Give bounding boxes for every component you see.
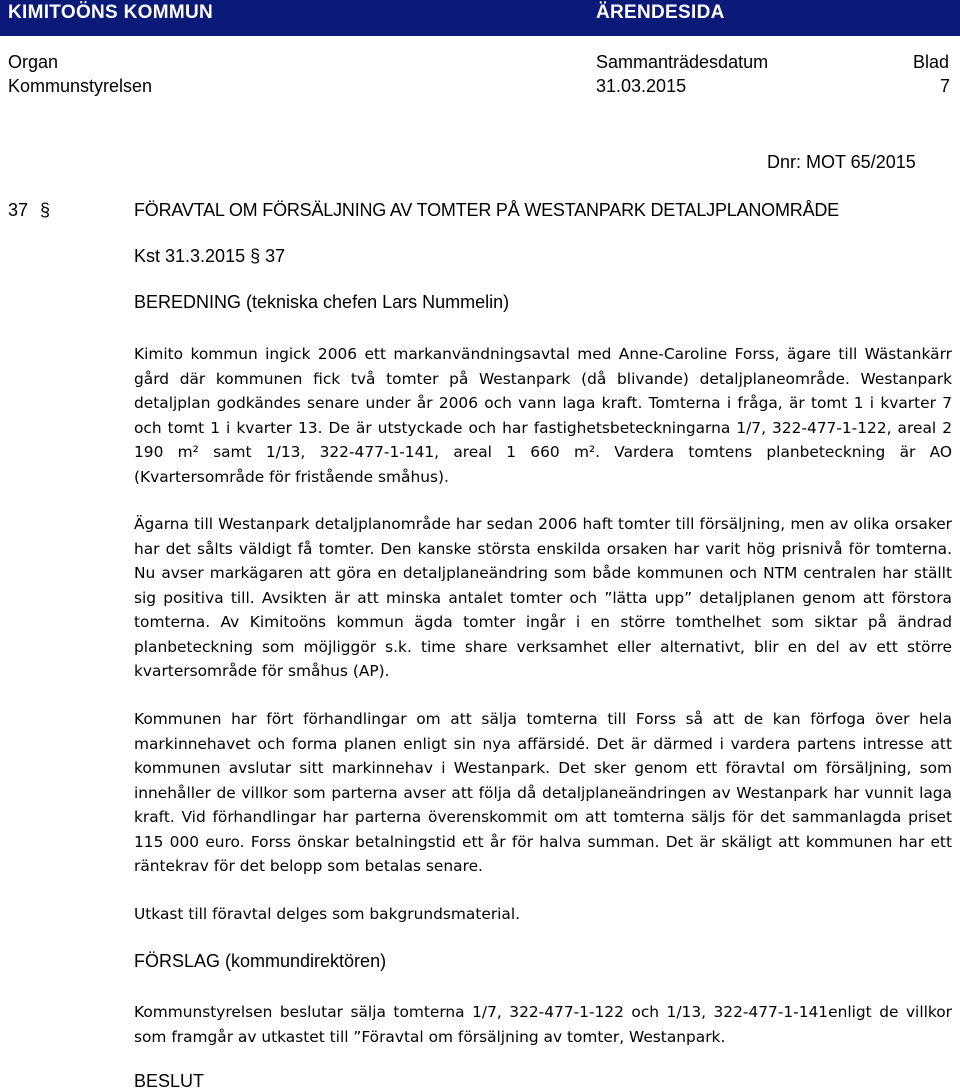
page-label: Blad bbox=[913, 52, 950, 72]
organ-value: Kommunstyrelsen bbox=[8, 76, 153, 96]
paragraph-sales-situation: Ägarna till Westanpark detaljplanområde har sedan 2006 haft tomter till försäljning, men av olika orsaker har det sålts väldigt få tomter. Den kanske största enskilda orsaken har varit hög prisnivå för tomterna. Nu avser markägaren att göra en detaljplaneändring som både kommunen och NTM centralen har ställt sig positiva till. Avsikten är att minska antalet tomter och ”lätta upp” detaljplanen genom att förstora tomterna. Av Kimitoöns kommun ägda tomter ingår i en större tomthelhet som siktar på ändrad planbeteckning som möjliggör s.k. time share verksamhet eller alternativt, blir en del av ett större kvartersområde för småhus (AP). bbox=[134, 515, 952, 680]
case-title: FÖRAVTAL OM FÖRSÄLJNING AV TOMTER PÅ WESTANPARK DETALJPLANOMRÅDE bbox=[134, 200, 839, 220]
case-reference bbox=[134, 246, 285, 267]
reference-number: 37 bbox=[265, 246, 286, 266]
paragraph-draft-attachment: Utkast till föravtal delges som bakgrundsmaterial. bbox=[134, 905, 521, 923]
document-header-bar bbox=[0, 0, 960, 36]
section-sign: § bbox=[40, 200, 51, 220]
date-value: 31.03.2015 bbox=[596, 76, 687, 96]
reference-section-sign: § bbox=[250, 246, 261, 266]
document-type: ÄRENDESIDA bbox=[596, 2, 725, 23]
decision-heading: BESLUT bbox=[134, 1071, 205, 1091]
paragraph-background: Kimito kommun ingick 2006 ett markanvändningsavtal med Anne-Caroline Forss, ägare till Wästankärr gård där kommunen fick två tomter på Westanpark (då blivande) detaljplaneområde. Westanpark detaljplan godkändes senare under år 2006 och vann laga kraft. Tomterna i fråga, är tomt 1 i kvarter 7 och tomt 1 i kvarter 13. De är utstyckade och har fastighetsbeteckningarna 1/7, 322-477-1-122, areal 2 190 m² samt 1/13, 322-477-1-141, areal 1 660 m². Vardera tomtens planbeteckning är AO (Kvartersområde för fristående småhus). bbox=[134, 345, 952, 486]
proposal-heading: FÖRSLAG (kommundirektören) bbox=[134, 951, 387, 971]
municipality-name: KIMITOÖNS KOMMUN bbox=[8, 2, 213, 23]
organ-label: Organ bbox=[8, 52, 59, 72]
reference-prefix: Kst 31.3.2015 bbox=[134, 246, 246, 266]
proposal-text: Kommunstyrelsen beslutar sälja tomterna 1/7, 322-477-1-122 och 1/13, 322-477-1-141enligt de villkor som framgår av utkastet till ”Föravtal om försäljning av tomter, Westanpark. bbox=[134, 1003, 952, 1046]
case-number: 37 bbox=[8, 200, 29, 220]
paragraph-negotiations: Kommunen har fört förhandlingar om att sälja tomterna till Forss så att de kan förfoga över hela markinnehavet och forma planen enligt sin nya affärsidé. Det är därmed i vardera partens intresse att kommunen avslutar sitt markinnehav i Westanpark. Det sker genom ett föravtal om försäljning, som innehåller de villkor som parterna avser att följa då detaljplaneändringen av Westanpark har vunnit laga kraft. Vid förhandlingar har parterna överenskommit om att tomterna säljs för det sammanlagda priset 115 000 euro. Forss önskar betalningstid ett år för halva summan. Det är skäligt att kommunen har ett räntekrav för det belopp som betalas senare. bbox=[134, 710, 952, 875]
preparation-heading: BEREDNING (tekniska chefen Lars Nummelin) bbox=[134, 292, 510, 312]
diary-number: Dnr: MOT 65/2015 bbox=[767, 152, 916, 172]
page-number: 7 bbox=[940, 76, 951, 96]
date-label: Sammanträdesdatum bbox=[596, 52, 769, 72]
